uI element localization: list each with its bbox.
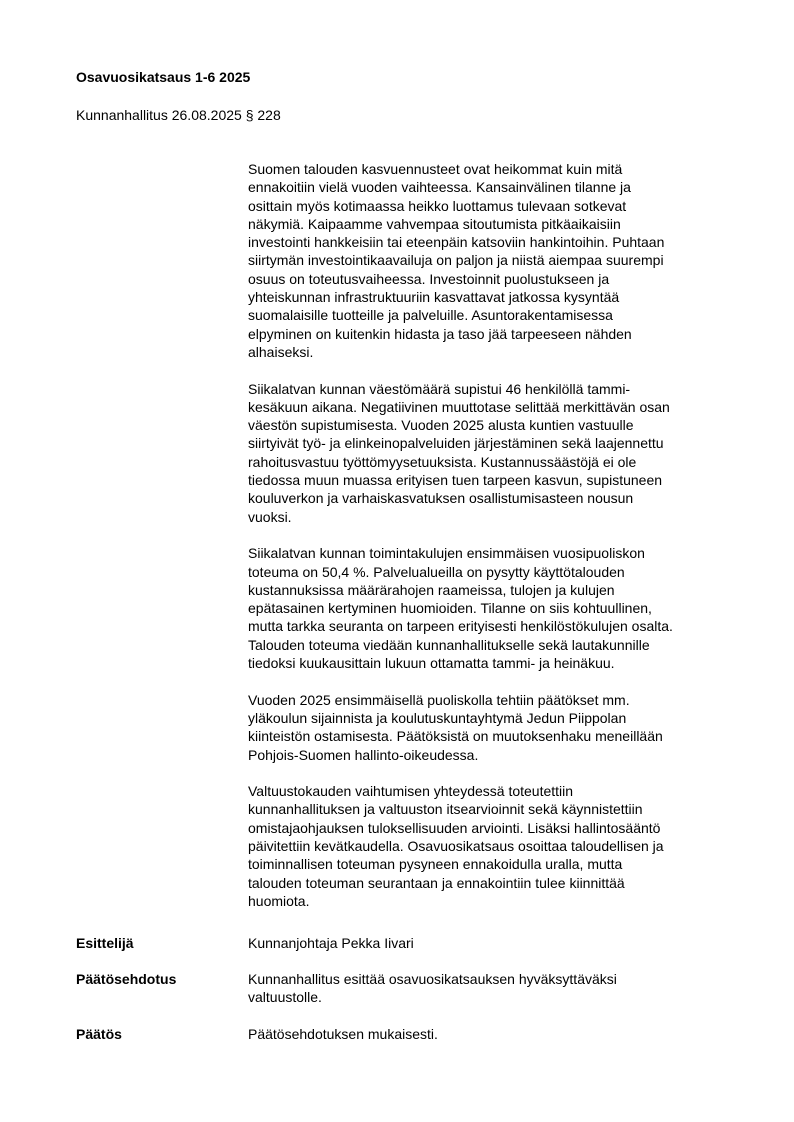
paragraph-economic-outlook: Suomen talouden kasvuennusteet ovat heikommat kuin mitä ennakoitiin vielä vuoden vaihteessa. Kansainvälinen tilanne ja osittain myös kotimaassa heikko luottamus tulevaan sotkevat näkymiä. Kaipaamme vahvempaa sitoutumista pitkäaikaisiin investointi hankkeisiin tai eteenpäin katsoviin hankintoihin. Puhtaan siirtymän investointikaavailuja on paljon ja niistä aiempaa suurempi osuus on toteutusvaiheessa. Investoinnit puolustukseen ja yhteiskunnan infrastruktuuriin kasvattavat jatkossa kysyntää suomalaisille tuotteille ja palveluille. Asuntorakentamisessa elpyminen on kuitenkin hidasta ja taso jää tarpeeseen nähden alhaiseksi.	[248, 161, 665, 360]
decision-label: Päätös	[76, 1026, 122, 1042]
presenter-label: Esittelijä	[76, 935, 134, 951]
meeting-reference: Kunnanhallitus 26.08.2025 § 228	[76, 107, 281, 123]
paragraph-council-term: Valtuustokauden vaihtumisen yhteydessä toteutettiin kunnanhallituksen ja valtuuston itsearvioinnit sekä käynnistettiin omistajaohjauksen tuloksellisuuden arviointi. Lisäksi hallintosääntö päivitettiin kevätkaudella. Osavuosikatsaus osoittaa taloudellisen ja toiminnallisen toteuman pysyneen ennakoidulla uralla, mutta talouden toteuman seurantaan ja ennakointiin tulee kiinnittää huomiota.	[248, 783, 664, 909]
paragraph-population: Siikalatvan kunnan väestömäärä supistui 46 henkilöllä tammi- kesäkuun aikana. Negatiivinen muuttotase selittää merkittävän osan väestön supistumisesta. Vuoden 2025 alusta kuntien vastuulle siirtyivät työ- ja elinkeinopalveluiden järjestäminen sekä laajennettu rahoitusvastuu työttömyysetuuksista. Kustannussäästöjä ei ole tiedossa muun muassa erityisen tuen tarpeen kasvun, supistuneen kouluverkon ja varhaiskasvatuksen osallistumisasteen nousun vuoksi.	[248, 380, 670, 525]
paragraph-decisions: Vuoden 2025 ensimmäisellä puoliskolla tehtiin päätökset mm. yläkoulun sijainnista ja koulutuskuntayhtymä Jedun Piippolan kiinteistön ostamisesta. Päätöksistä on muutoksenhaku meneillään Pohjois-Suomen hallinto-oikeudessa.	[248, 691, 663, 763]
document-title: Osavuosikatsaus 1-6 2025	[76, 69, 251, 85]
report-body	[248, 160, 748, 910]
proposal-value: Kunnanhallitus esittää osavuosikatsauksen hyväksyttäväksi valtuustolle.	[248, 971, 617, 1006]
proposal-label: Päätösehdotus	[76, 971, 177, 987]
presenter-value: Kunnanjohtaja Pekka Iivari	[248, 935, 414, 951]
paragraph-operating-costs: Siikalatvan kunnan toimintakulujen ensimmäisen vuosipuoliskon toteuma on 50,4 %. Palvelualueilla on pysytty käyttötalouden kustannuksissa määrärahojen raameissa, tulojen ja kulujen epätasainen kertyminen huomioiden. Tilanne on siis kohtuullinen, mutta tarkka seuranta on tarpeen erityisesti henkilöstökulujen osalta. Talouden toteuma viedään kunnanhallitukselle sekä lautakunnille tiedoksi kuukausittain lukuun ottamatta tammi- ja heinäkuu.	[248, 545, 673, 672]
decision-value: Päätösehdotuksen mukaisesti.	[248, 1026, 438, 1042]
